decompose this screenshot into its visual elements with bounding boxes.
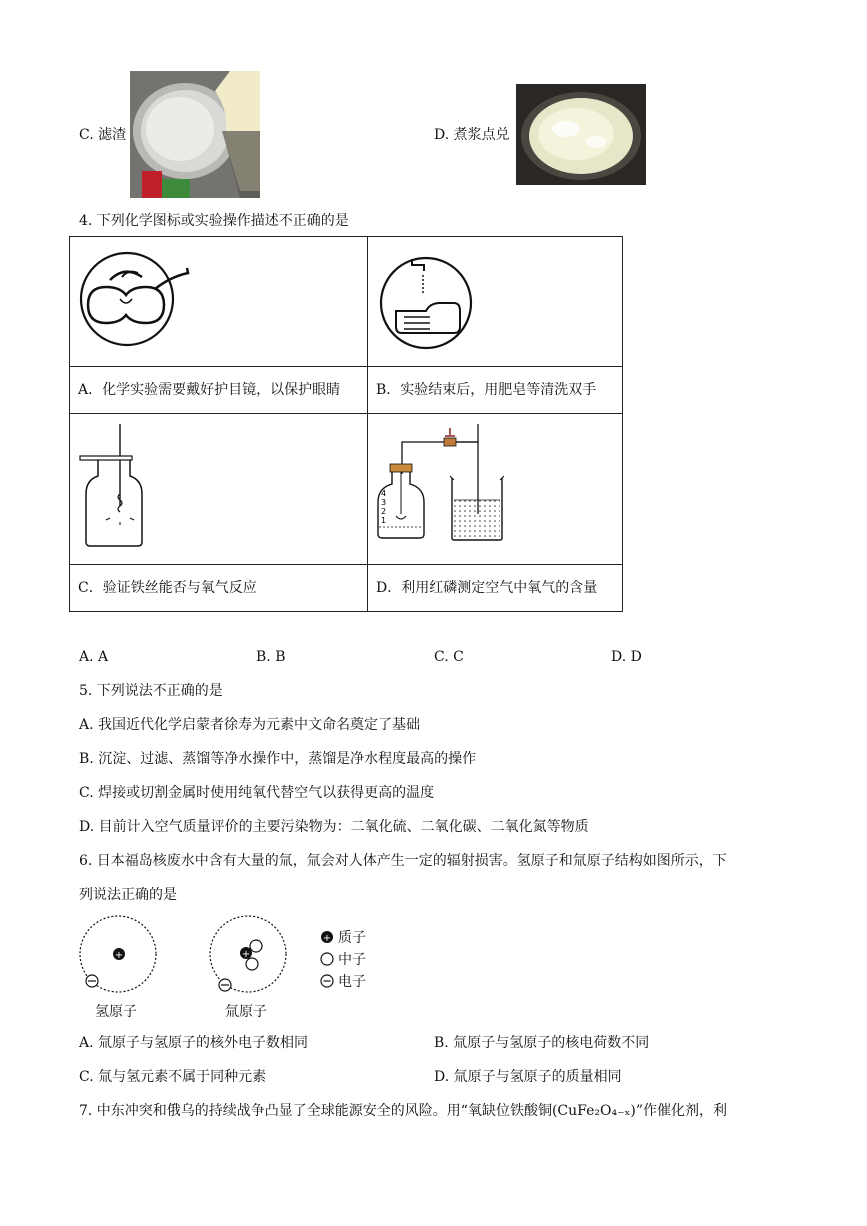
legend-proton (320, 926, 366, 948)
q5-option-d: D. 目前计入空气质量评价的主要污染物为：二氧化硫、二氧化碳、二氧化氮等物质 (79, 819, 589, 835)
svg-text:+: + (322, 933, 332, 944)
q3-option-d: D. 煮浆点兑 (434, 127, 510, 143)
cell-d-caption (368, 565, 623, 612)
scale-mark-1: 1 (381, 516, 387, 525)
caption-d: D．利用红磷测定空气中氧气的含量 (376, 580, 598, 596)
legend-proton-label: 质子 (338, 930, 366, 946)
electron-symbol-icon (320, 974, 334, 988)
q4-option-table (69, 236, 623, 612)
legend-neutron (320, 948, 366, 970)
svg-text:+: + (241, 949, 251, 960)
caption-b: B．实验结束后，用肥皂等清洗双手 (376, 382, 597, 398)
proton-symbol-icon (320, 930, 334, 944)
filtering-photo (130, 71, 260, 198)
q6-stem-line2: 列说法正确的是 (79, 887, 177, 903)
q3-option-c: C. 滤渣 (79, 127, 127, 143)
cell-a-image (70, 237, 368, 367)
scale-mark-2: 2 (381, 507, 387, 516)
q6-option-d: D. 氚原子与氢原子的质量相同 (434, 1069, 622, 1085)
q6-option-a: A. 氚原子与氢原子的核外电子数相同 (79, 1035, 309, 1051)
cell-b-caption (368, 367, 623, 414)
q4-choice-b: B. B (256, 649, 286, 665)
tritium-atom-label: 氚原子 (225, 1004, 267, 1020)
goggles-icon (70, 237, 367, 362)
boiling-tofu-photo (516, 84, 646, 185)
svg-text:+: + (114, 950, 124, 961)
neutron-symbol-icon (320, 952, 334, 966)
q4-choice-c: C. C (434, 649, 464, 665)
q6-option-b: B. 氚原子与氢原子的核电荷数不同 (434, 1035, 650, 1051)
q5-option-a: A. 我国近代化学启蒙者徐寿为元素中文命名奠定了基础 (79, 717, 421, 733)
legend-neutron-label: 中子 (338, 952, 366, 968)
cell-d-image (368, 414, 623, 565)
q4-choice-a: A. A (79, 649, 109, 665)
scale-mark-3: 3 (381, 498, 387, 507)
cell-b-image (368, 237, 623, 367)
q4-choice-d: D. D (611, 649, 642, 665)
q5-stem: 5. 下列说法不正确的是 (79, 683, 223, 699)
legend-electron (320, 970, 366, 992)
q7-stem: 7. 中东冲突和俄乌的持续战争凸显了全球能源安全的风险。用“氧缺位铁酸铜(CuFe₂O₄₋ₓ)”作催化剂，利 (79, 1103, 728, 1119)
hand-wash-icon (368, 237, 622, 362)
hydrogen-atom-label: 氢原子 (95, 1004, 137, 1020)
iron-wire-jar-icon (70, 414, 367, 560)
cell-c-caption (70, 565, 368, 612)
caption-a: A．化学实验需要戴好护目镜，以保护眼睛 (78, 382, 341, 398)
q4-stem: 4. 下列化学图标或实验操作描述不正确的是 (79, 213, 349, 229)
legend-electron-label: 电子 (338, 974, 366, 990)
tritium-neutron-1 (250, 940, 262, 952)
q5-option-b: B. 沉淀、过滤、蒸馏等净水操作中，蒸馏是净水程度最高的操作 (79, 751, 477, 767)
atom-structure-diagram (74, 912, 324, 998)
scale-mark-4: 4 (381, 489, 387, 498)
q6-stem-line1: 6. 日本福岛核废水中含有大量的氚，氚会对人体产生一定的辐射损害。氢原子和氚原子结构如图所示，下 (79, 853, 727, 869)
q6-option-c: C. 氚与氢元素不属于同种元素 (79, 1069, 267, 1085)
q5-option-c: C. 焊接或切割金属时使用纯氧代替空气以获得更高的温度 (79, 785, 435, 801)
cell-c-image (70, 414, 368, 565)
caption-c: C．验证铁丝能否与氧气反应 (78, 580, 257, 596)
cell-a-caption (70, 367, 368, 414)
atom-legend (320, 926, 366, 992)
red-phosphorus-apparatus-icon (368, 414, 622, 560)
